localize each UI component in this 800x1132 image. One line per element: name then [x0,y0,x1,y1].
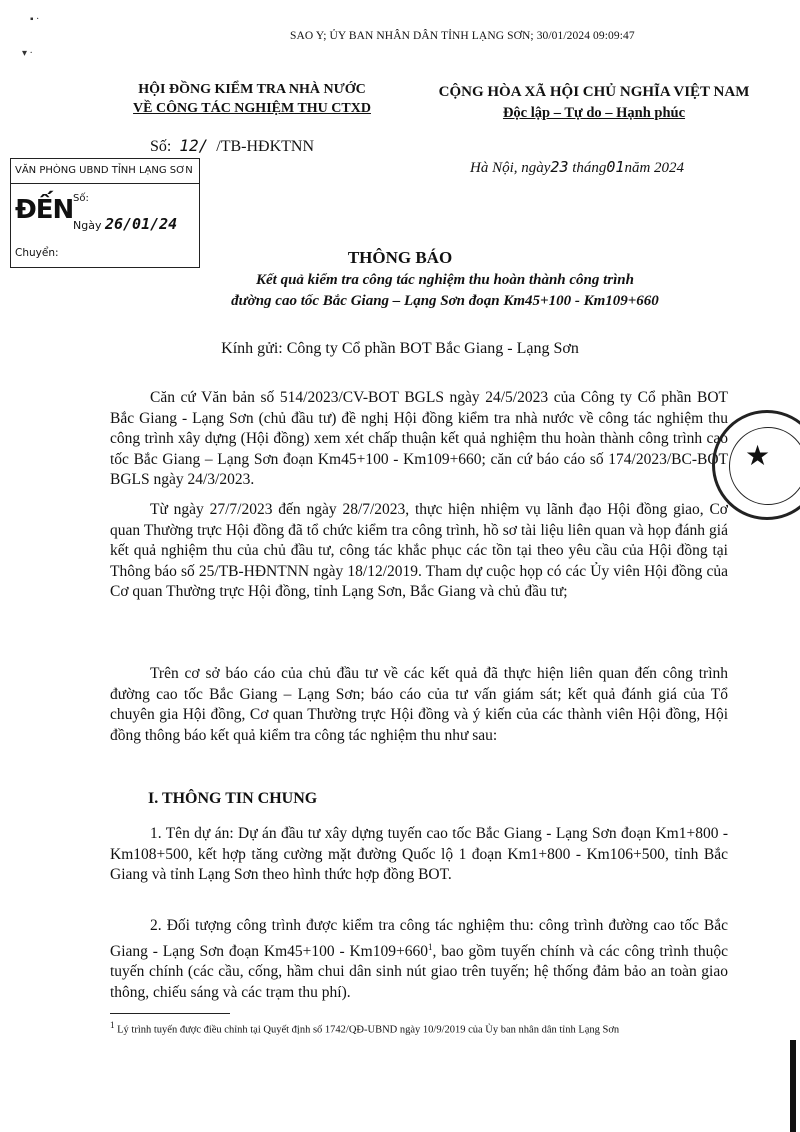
nation-name: CỘNG HÒA XÃ HỘI CHỦ NGHĨA VIỆT NAM [438,84,750,100]
scan-edge-mark [790,1040,796,1132]
place-label: Hà Nội, ngày [470,160,551,176]
footnote-divider [110,1013,230,1014]
paragraph-5-text [110,916,728,1003]
doc-number-handwritten: 12/ [179,136,209,155]
recipient: Kính gửi: Công ty Cổ phần BOT Bắc Giang - Lạng Sơn [221,340,579,357]
footnote-text: Lý trình tuyến được điều chỉnh tại Quyết định số 1742/QĐ-UBND ngày 10/9/2019 của Ủy ban nhân dân tỉnh Lạng Sơn [117,1024,620,1036]
national-header [410,82,778,124]
year-word: năm 2024 [624,160,685,176]
copy-notice: SAO Y; ỦY BAN NHÂN DÂN TỈNH LẠNG SƠN; 30/01/2024 09:09:47 [290,30,635,42]
paragraph-5-part2: , bao gồm tuyến chính và các công trình thuộc tuyến chính (các cầu, cống, hầm chui dân sinh nút giao trên tuyến; hệ thống đảm bảo an toàn giao thông, chiếu sáng và các trạm thu phí). [110,942,728,1001]
paragraph-2 [110,500,728,603]
stamp-divider [11,183,199,184]
paragraph-1-text: Căn cứ Văn bản số 514/2023/CV-BOT BGLS ngày 24/5/2023 của Công ty Cổ phần BOT Bắc Giang - Lạng Sơn (chủ đầu tư) đề nghị Hội đồng kiểm tra nhà nước về công tác nghiệm thu công trình xây dựng (Hội đồng) xem xét chấp thuận kết quả nghiệm thu hoàn thành công trình cao tốc Bắc Giang – Lạng Sơn đoạn Km45+100 - Km109+660; căn cứ báo cáo số 174/2023/BC-BOT BGLS ngày 24/3/2023. [110,389,728,488]
stamp-ngay-label: Ngày [73,219,102,232]
stamp-den: ĐẾN [15,195,74,225]
document-number [150,136,314,156]
month-word: tháng [572,160,607,176]
paragraph-4-text: 1. Tên dự án: Dự án đầu tư xây dựng tuyến cao tốc Bắc Giang - Lạng Sơn đoạn Km1+800 - Km108+500, kết hợp tăng cường mặt đường Quốc lộ 1 đoạn Km1+800 - Km106+500, tỉnh Bắc Giang và tỉnh Lạng Sơn theo hình thức hợp đồng BOT. [110,825,728,883]
doc-number-suffix: /TB-HĐKTNN [216,138,315,155]
paragraph-1 [110,388,728,491]
paragraph-3-text: Trên cơ sở báo cáo của chủ đầu tư về các kết quả đã thực hiện liên quan đến công trình đường cao tốc Bắc Giang – Lạng Sơn; báo cáo của tư vấn giám sát; kết quả đánh giá của Tổ chuyên gia Hội đồng, Cơ quan Thường trực Hội đồng và ý kiến của các thành viên Hội đồng, Hội đồng thông báo kết quả kiểm tra công tác nghiệm thu như sau: [110,665,728,744]
stamp-office: VĂN PHÒNG UBND TỈNH LẠNG SƠN [15,165,193,176]
paragraph-4 [110,824,728,886]
paragraph-5-part1: 2. Đối tượng công trình được kiểm tra công tác nghiệm thu: công trình đường cao tốc Bắc Giang - Lạng Sơn đoạn Km45+100 - Km109+660 [110,917,728,960]
issuer-header [102,80,402,118]
date-month: 01 [606,158,625,176]
scan-speck: ▪ · [30,14,40,25]
issuer-line1: HỘI ĐỒNG KIỂM TRA NHÀ NƯỚC [138,82,366,97]
scan-speck: ▾ · [22,48,33,59]
stamp-date-handwritten: 26/01/24 [104,215,178,233]
subtitle-line1: Kết quả kiểm tra công tác nghiệm thu hoàn thành công trình [255,272,634,288]
document-title: THÔNG BÁO [347,248,453,267]
stamp-so-label: Số: [73,193,89,204]
date-day: 23 [550,158,569,176]
footnote-ref: 1 [427,941,433,952]
stamp-chuyen-label: Chuyển: [15,247,59,259]
stamp-date [73,215,177,233]
paragraph-3 [110,664,728,746]
footnote-mark: 1 [110,1020,115,1030]
document-subtitle [150,270,740,312]
seal-star-icon: ★ [745,441,771,472]
doc-number-prefix: Số: [150,138,172,155]
footnote [110,1018,728,1038]
subtitle-line2: đường cao tốc Bắc Giang – Lạng Sơn đoạn Km45+100 - Km109+660 [231,293,659,309]
section-heading-general-info: I. THÔNG TIN CHUNG [148,790,318,807]
issuer-line2: VỀ CÔNG TÁC NGHIỆM THU CTXD [133,101,371,116]
nation-motto: Độc lập – Tự do – Hạnh phúc [502,105,686,121]
paragraph-2-text: Từ ngày 27/7/2023 đến ngày 28/7/2023, thực hiện nhiệm vụ lãnh đạo Hội đồng giao, Cơ quan Thường trực Hội đồng đã tổ chức kiểm tra công trình, hồ sơ tài liệu liên quan và họp đánh giá kết quả nghiệm thu của chủ đầu tư, công tác khắc phục các tồn tại theo yêu cầu của Hội đồng tại Thông báo số 25/TB-HĐNTNN ngày 18/12/2019. Tham dự cuộc họp có các Ủy viên Hội đồng của Cơ quan Thường trực Hội đồng, tỉnh Lạng Sơn, Bắc Giang và chủ đầu tư; [110,501,728,600]
paragraph-5 [110,916,728,1003]
place-date [470,158,684,177]
